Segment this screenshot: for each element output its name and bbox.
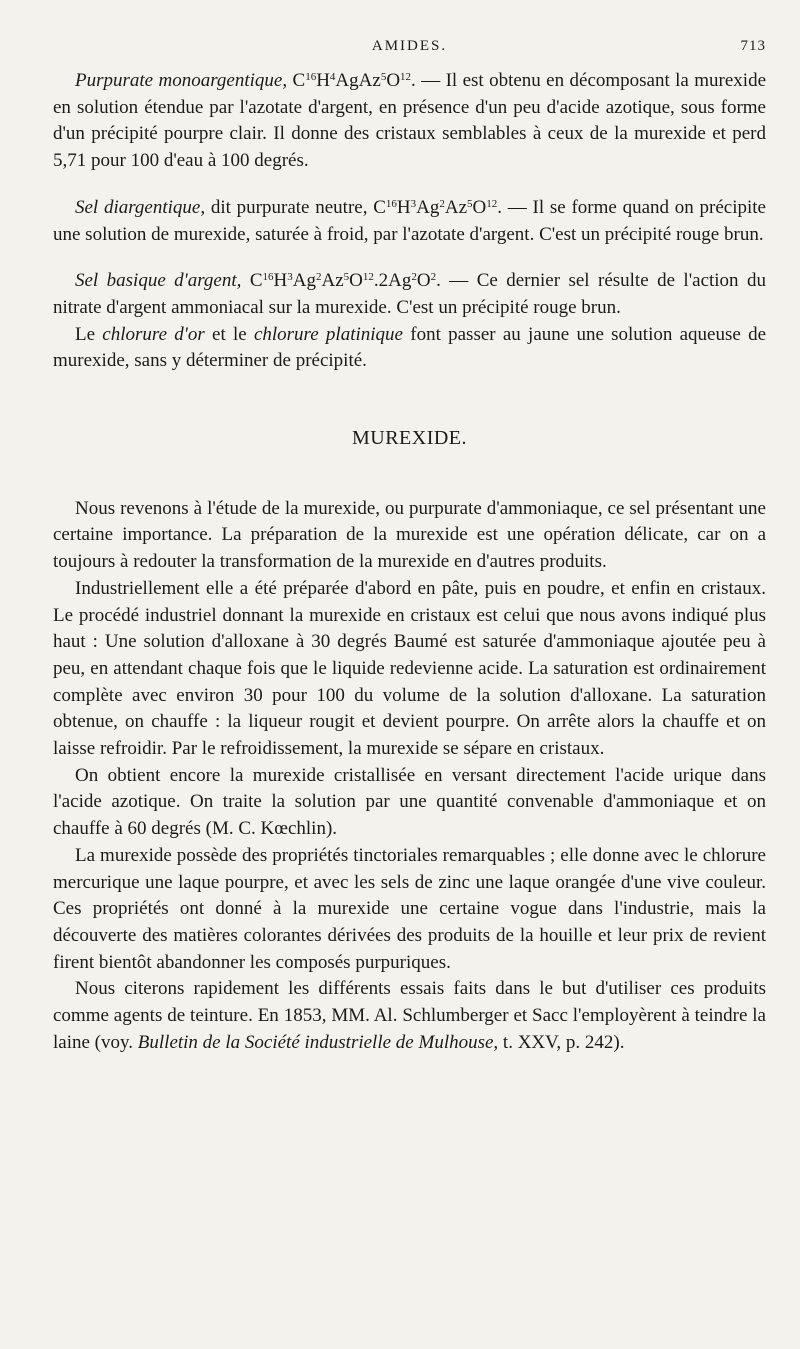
term-chlorure-or: chlorure d'or (102, 323, 205, 345)
formula-part: Ag (292, 270, 316, 292)
formula-superscript: 16 (385, 197, 397, 210)
formula-superscript: 16 (305, 71, 317, 83)
paragraph-text: Nous citerons rapidement les différents essais faits dans le but d'utiliser ces produits comme agents de teinture. En 1853, MM. Al. Schlumberger et Sacc l'employèrent à teindre la laine (voy. (53, 978, 766, 1053)
formula-superscript: 5 (380, 71, 387, 83)
paragraph-sel-diargentique (53, 195, 766, 248)
formula-superscript: 2 (439, 197, 445, 210)
running-title: AMIDES. (371, 38, 448, 54)
formula-part: .2Ag (373, 270, 412, 292)
formula-part: Az (444, 196, 468, 218)
paragraph-text: font passer au jaune une solution aqueuse de murexide, sans y déterminer de précipité. (53, 323, 767, 372)
formula-part: Ag (416, 196, 440, 218)
formula-part: O (386, 70, 401, 91)
formula-part: C (249, 270, 263, 292)
formula-superscript: 4 (329, 71, 336, 83)
formula-part: H (316, 70, 330, 91)
formula-part: Az (321, 270, 344, 292)
formula-part: H (396, 196, 411, 218)
term-label: Sel diargentique, (75, 196, 206, 218)
formula-part: O (416, 270, 431, 292)
section-title: MUREXIDE. (351, 427, 468, 450)
paragraph-chlorure (53, 322, 766, 375)
chemical-formula (373, 197, 497, 218)
formula-superscript: 5 (467, 197, 473, 210)
term-label: Sel basique d'argent, (75, 270, 242, 292)
formula-part: O (349, 270, 363, 292)
paragraph-sel-basique (53, 268, 766, 321)
body-paragraph: La murexide possède des propriétés tinctoriales remarquables ; elle donne avec le chlorure mercurique une laque pourpre, et avec les sels de zinc une laque orangée d'une vive couleur. Ces propriétés ont donné à la murexide une certaine vogue dans l'industrie, mais la découverte des matières colorantes dérivées des produits de la houille et leur prix de revient firent bientôt abandonner les composés purpuriques. (53, 844, 766, 973)
formula-superscript: 3 (287, 271, 293, 284)
formula-part: C (373, 196, 386, 218)
formula-superscript: 12 (486, 197, 498, 210)
page-number: 713 (740, 38, 766, 54)
chemical-formula (293, 70, 412, 91)
citation-title: Bulletin de la Société industrielle de Mulhouse, (137, 1031, 499, 1053)
paragraph-text: . — Ce dernier sel résulte de l'action du nitrate d'argent ammoniacal sur la murexide. C'est un précipité rouge brun. (53, 270, 766, 318)
body-paragraph: Nous revenons à l'étude de la murexide, ou purpurate d'ammoniaque, ce sel présentant une certaine importance. La préparation de la murexide est une opération délicate, car on a toujours à redouter la transformation de la murexide en d'autres produits. (53, 497, 766, 573)
paragraph-text: . — Il est obtenu en décomposant la murexide en solution étendue par l'azotate d'argent, en présence d'un peu d'acide azotique, sous forme d'un précipité pourpre clair. Il donne des cristaux semblables à ceux de la murexide et perd 5,71 pour 100 d'eau à 100 degrés. (53, 70, 767, 172)
formula-part: H (273, 270, 288, 292)
formula-superscript: 2 (411, 271, 417, 284)
paragraph-lead (241, 270, 249, 291)
term-chlorure-platinique: chlorure platinique (253, 323, 403, 345)
term-label: Purpurate monoargentique, (75, 70, 288, 91)
formula-superscript: 12 (400, 71, 412, 83)
formula-superscript: 2 (315, 271, 322, 284)
paragraph-text: . — Il se forme quand on précipite une solution de murexide, saturée à froid, par l'azotate d'argent. C'est un précipité rouge brun. (53, 196, 766, 245)
paragraph-text: Le (75, 323, 103, 345)
page-body (53, 68, 766, 1057)
chemical-formula (250, 270, 436, 291)
formula-part: C (292, 70, 306, 91)
body-paragraph: Industriellement elle a été préparée d'abord en pâte, puis en poudre, et enfin en cristaux. Le procédé industriel donnant la murexide en cristaux est celui que nous avons indiqué plus haut : Une solution d'alloxane à 30 degrés Baumé est saturée d'ammoniaque ajoutée peu à peu, en attendant chaque fois que le liquide redevienne acide. La saturation est ordinairement complète avec environ 30 pour 100 du volume de la solution d'alloxane. La saturation obtenue, on chauffe : la liqueur rougit et devient pourpre. On arrête alors la chauffe et on laisse refroidir. Par le refroidissement, la murexide se sépare en cristaux. (53, 577, 766, 760)
formula-superscript: 3 (410, 197, 417, 210)
formula-part: AgAz (335, 70, 381, 91)
formula-superscript: 5 (343, 271, 350, 284)
formula-superscript: 12 (362, 271, 374, 284)
body-paragraph: On obtient encore la murexide cristallisée en versant directement l'acide urique dans l'acide azotique. On traite la solution par une quantité convenable d'ammoniaque et on chauffe à 60 degrés (M. C. Kœchlin). (53, 764, 766, 840)
formula-superscript: 16 (262, 271, 274, 284)
paragraph-text: t. XXV, p. 242). (498, 1031, 625, 1053)
formula-part: O (472, 196, 487, 218)
formula-superscript: 2 (430, 271, 437, 284)
page-header (53, 38, 766, 62)
paragraph-last (53, 976, 766, 1056)
paragraph-lead: dit purpurate neutre, (205, 196, 374, 218)
paragraph-purpurate-monoargentique (53, 68, 766, 175)
paragraph-text: et le (204, 323, 254, 345)
